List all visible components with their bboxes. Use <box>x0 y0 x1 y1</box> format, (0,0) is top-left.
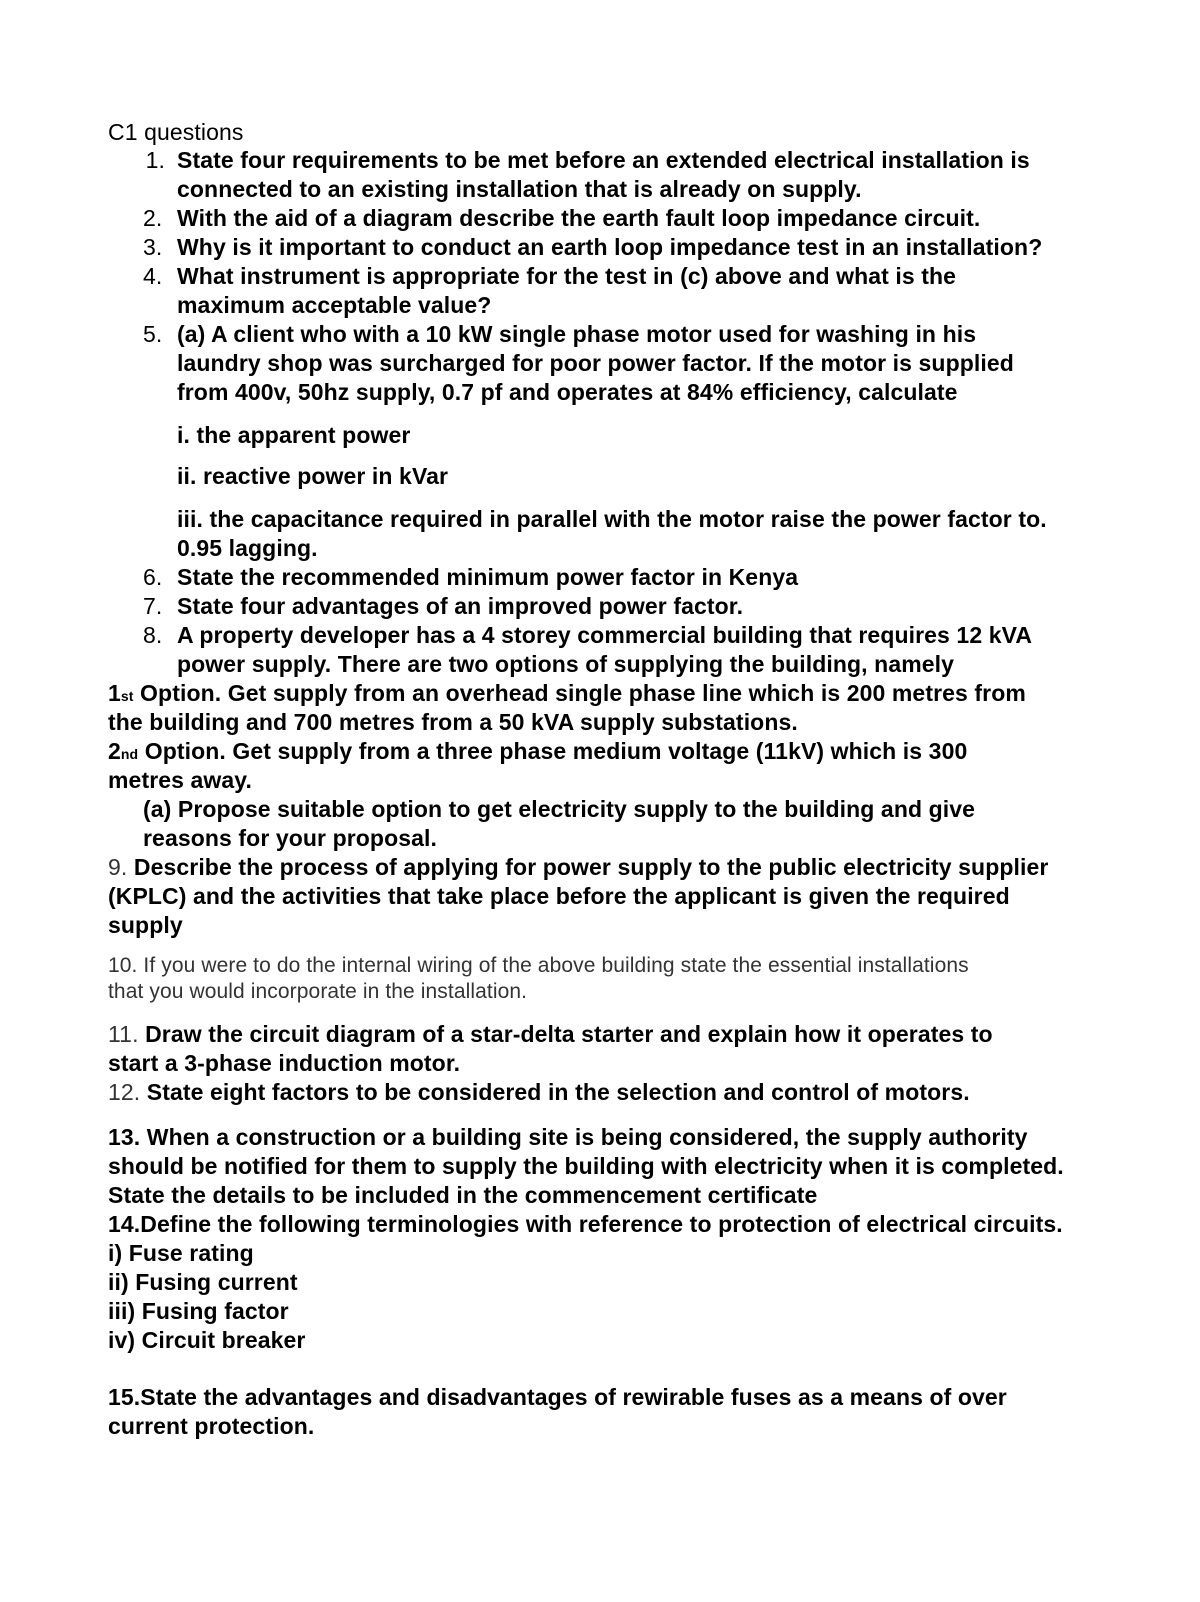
option-1-text-1: Get supply from an overhead single phase line which is 200 metres from <box>221 680 1026 706</box>
page-heading: C1 questions <box>108 119 244 145</box>
question-8-line-1: A property developer has a 4 storey commercial building that requires 12 kVA <box>177 622 1033 648</box>
question-14-item-iv: iv) Circuit breaker <box>108 1327 306 1353</box>
question-11-text-1: Draw the circuit diagram of a star-delta starter and explain how it operates to <box>138 1021 993 1047</box>
question-1-line-1: State four requirements to be met before an extended electrical installation is <box>177 147 1030 173</box>
question-4-number: 4. <box>143 263 163 289</box>
question-14-line-1: 14.Define the following terminologies with reference to protection of electrical circuits. <box>108 1211 1063 1237</box>
question-6-line-1: State the recommended minimum power factor in Kenya <box>177 564 799 590</box>
option-2-ordinal: nd <box>120 746 139 762</box>
question-14-item-iii: iii) Fusing factor <box>108 1298 289 1324</box>
question-5-line-2: laundry shop was surcharged for poor power factor. If the motor is supplied <box>177 350 1014 376</box>
question-8-number: 8. <box>143 622 163 648</box>
option-1-label: Option. <box>133 680 222 706</box>
question-12-number: 12. <box>108 1079 141 1105</box>
question-2-line-1: With the aid of a diagram describe the earth fault loop impedance circuit. <box>177 205 981 231</box>
question-4-line-1: What instrument is appropriate for the test in (c) above and what is the <box>177 263 957 289</box>
question-13-line-3: State the details to be included in the commencement certificate <box>108 1182 818 1208</box>
question-9-text-1: Describe the process of applying for power supply to the public electricity supplier <box>127 854 1049 880</box>
option-1-line-2: the building and 700 metres from a 50 kVA supply substations. <box>108 709 798 735</box>
question-3-line-1: Why is it important to conduct an earth loop impedance test in an installation? <box>177 234 1043 260</box>
option-2-number: 2 <box>108 738 121 764</box>
question-3-number: 3. <box>143 234 163 260</box>
question-11-number: 11. <box>108 1021 139 1047</box>
question-8a-line-1: (a) Propose suitable option to get electricity supply to the building and give <box>143 796 976 822</box>
question-11-line-2: start a 3-phase induction motor. <box>108 1050 461 1076</box>
question-15-line-1: 15.State the advantages and disadvantages of rewirable fuses as a means of over <box>108 1384 1007 1410</box>
question-15-line-2: current protection. <box>108 1413 315 1439</box>
question-11-line-1 <box>108 1019 993 1049</box>
question-5-sub-ii: ii. reactive power in kVar <box>177 463 449 489</box>
option-2-label: Option <box>138 738 220 764</box>
option-2-line-2: metres away. <box>108 767 252 793</box>
question-2-number: 2. <box>143 205 163 231</box>
question-5-number: 5. <box>143 321 163 347</box>
question-13-line-1: 13. When a construction or a building site is being considered, the supply authority <box>108 1124 1028 1150</box>
question-5-line-3: from 400v, 50hz supply, 0.7 pf and operates at 84% efficiency, calculate <box>177 379 958 405</box>
question-9-line-1 <box>108 852 1048 882</box>
question-1-number: 1. <box>145 147 165 173</box>
question-4-line-2: maximum acceptable value? <box>177 292 492 318</box>
question-9-line-3: supply <box>108 912 183 938</box>
option-2-text-1: . Get supply from a three phase medium voltage (11kV) which is 300 <box>219 738 968 764</box>
question-13-line-2: should be notified for them to supply the building with electricity when it is completed. <box>108 1153 1064 1179</box>
question-9-number: 9. <box>108 854 128 880</box>
question-10-line-1: 10. If you were to do the internal wiring of the above building state the essential installations <box>108 954 969 977</box>
question-7-number: 7. <box>143 593 163 619</box>
question-8-line-2: power supply. There are two options of supplying the building, namely <box>177 651 955 677</box>
question-6-number: 6. <box>143 564 163 590</box>
option-1-number: 1 <box>108 680 121 706</box>
question-7-line-1: State four advantages of an improved power factor. <box>177 593 744 619</box>
option-1-ordinal: st <box>120 688 134 704</box>
question-5-sub-iii-line-2: 0.95 lagging. <box>177 535 318 561</box>
question-12-text-1: State eight factors to be considered in the selection and control of motors. <box>140 1079 970 1105</box>
question-8a-line-2: reasons for your proposal. <box>143 825 437 851</box>
question-5-sub-iii-line-1: iii. the capacitance required in parallel with the motor raise the power factor to. <box>177 506 1047 532</box>
question-14-item-i: i) Fuse rating <box>108 1240 254 1266</box>
question-5-sub-i: i. the apparent power <box>177 422 411 448</box>
question-12-line-1 <box>108 1077 970 1107</box>
question-14-item-ii: ii) Fusing current <box>108 1269 298 1295</box>
question-5-line-1: (a) A client who with a 10 kW single phase motor used for washing in his <box>177 321 977 347</box>
question-9-line-2: (KPLC) and the activities that take place before the applicant is given the required <box>108 883 1010 909</box>
question-1-line-2: connected to an existing installation that is already on supply. <box>177 176 862 202</box>
question-10-line-2: that you would incorporate in the installation. <box>108 980 528 1003</box>
